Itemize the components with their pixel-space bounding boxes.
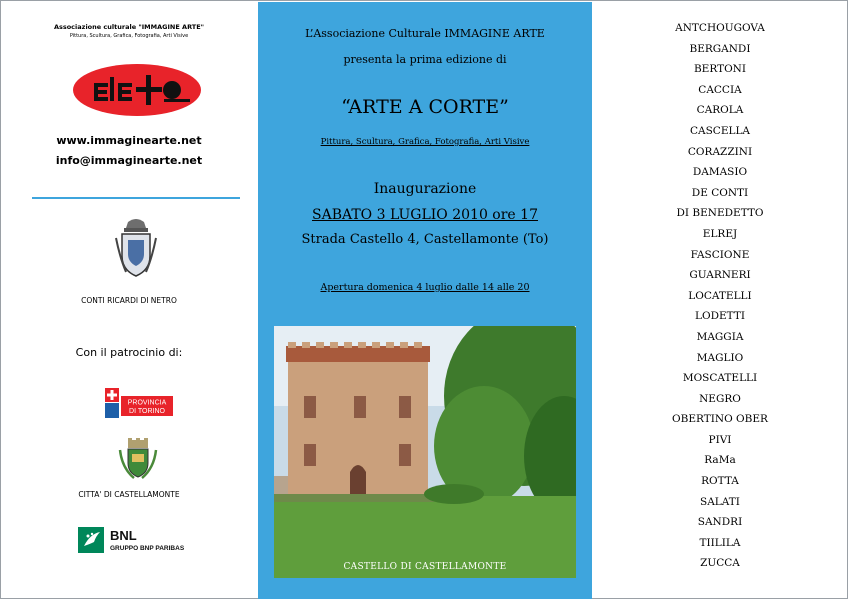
artist-name: ELREJ bbox=[702, 227, 738, 240]
castle-photo bbox=[274, 326, 576, 578]
website-link[interactable]: www.immaginearte.net bbox=[56, 134, 202, 147]
artist-name: ROTTA bbox=[701, 475, 739, 488]
opening-hours: Apertura domenica 4 luglio dalle 14 alle 20 bbox=[320, 282, 530, 293]
patronage-heading: Con il patrocinio di: bbox=[75, 346, 183, 359]
artist-name: PIVI bbox=[708, 433, 732, 446]
event-address: Strada Castello 4, Castellamonte (To) bbox=[301, 232, 549, 247]
intro-line-2: presenta la prima edizione di bbox=[343, 53, 507, 66]
artist-name: LOCATELLI bbox=[688, 289, 752, 302]
artist-name: FASCIONE bbox=[690, 248, 750, 261]
email-link[interactable]: info@immaginearte.net bbox=[55, 154, 203, 167]
intro-line-1: L’Associazione Culturale IMMAGINE ARTE bbox=[305, 27, 545, 40]
artist-name: SALATI bbox=[700, 495, 740, 508]
artist-name: DE CONTI bbox=[691, 186, 749, 199]
association-name: Associazione culturale "IMMAGINE ARTE" bbox=[53, 23, 205, 31]
artist-name: MAGLIO bbox=[696, 351, 744, 364]
right-panel bbox=[592, 0, 848, 601]
artist-name: ANTCHOUGOVA bbox=[675, 22, 765, 34]
artist-name: ZUCCA bbox=[700, 557, 740, 570]
artist-name: LODETTI bbox=[694, 310, 745, 323]
artist-name: CORAZZINI bbox=[687, 145, 753, 158]
exhibition-title: “ARTE A CORTE” bbox=[341, 96, 509, 118]
left-divider bbox=[32, 197, 240, 199]
artist-list bbox=[592, 18, 848, 574]
association-subtitle: Pittura, Scultura, Grafica, Fotografia, Arti Visive bbox=[69, 33, 189, 39]
castellamonte-crest-icon bbox=[116, 438, 160, 482]
left-panel bbox=[0, 0, 258, 601]
immagine-arte-logo-icon bbox=[72, 63, 202, 117]
event-date: SABATO 3 LUGLIO 2010 ore 17 bbox=[312, 207, 538, 223]
artist-name: DI BENEDETTO bbox=[676, 207, 764, 220]
castle-image-icon bbox=[274, 326, 576, 578]
provincia-logo-line1: PROVINCIA bbox=[127, 399, 167, 407]
noble-crest-icon bbox=[114, 218, 158, 280]
photo-caption: CASTELLO DI CASTELLAMONTE bbox=[343, 562, 507, 572]
castellamonte-caption: CITTA' DI CASTELLAMONTE bbox=[78, 490, 180, 499]
bnl-logo-name: BNL bbox=[110, 528, 137, 543]
artist-name: OBERTINO OBER bbox=[672, 413, 768, 426]
artist-name: TIILILA bbox=[699, 536, 741, 549]
provincia-logo-line2: DI TORINO bbox=[129, 408, 165, 415]
inauguration-label: Inaugurazione bbox=[373, 181, 477, 197]
bnl-logo-group: GRUPPO BNP PARIBAS bbox=[110, 545, 185, 552]
artist-name: RaMa bbox=[704, 454, 736, 467]
artist-name: SANDRI bbox=[697, 516, 743, 529]
disciplines-subtitle: Pittura, Scultura, Grafica, Fotografia, Arti Visive bbox=[320, 137, 530, 147]
provincia-torino-logo-icon bbox=[105, 388, 173, 418]
artist-name: BERGANDI bbox=[689, 42, 751, 55]
bnl-logo-icon bbox=[78, 527, 200, 553]
artist-name: MOSCATELLI bbox=[682, 372, 758, 385]
artist-name: DAMASIO bbox=[692, 166, 748, 179]
artist-name: CAROLA bbox=[696, 104, 744, 117]
artist-name: CACCIA bbox=[698, 83, 742, 96]
artist-name: CASCELLA bbox=[689, 124, 751, 137]
artist-name: MAGGIA bbox=[696, 330, 744, 343]
center-panel bbox=[258, 2, 592, 599]
artist-name: NEGRO bbox=[699, 392, 741, 405]
noble-family-caption: CONTI RICARDI DI NETRO bbox=[81, 296, 177, 305]
artist-name: GUARNERI bbox=[689, 269, 751, 282]
artist-name: BERTONI bbox=[693, 63, 747, 76]
